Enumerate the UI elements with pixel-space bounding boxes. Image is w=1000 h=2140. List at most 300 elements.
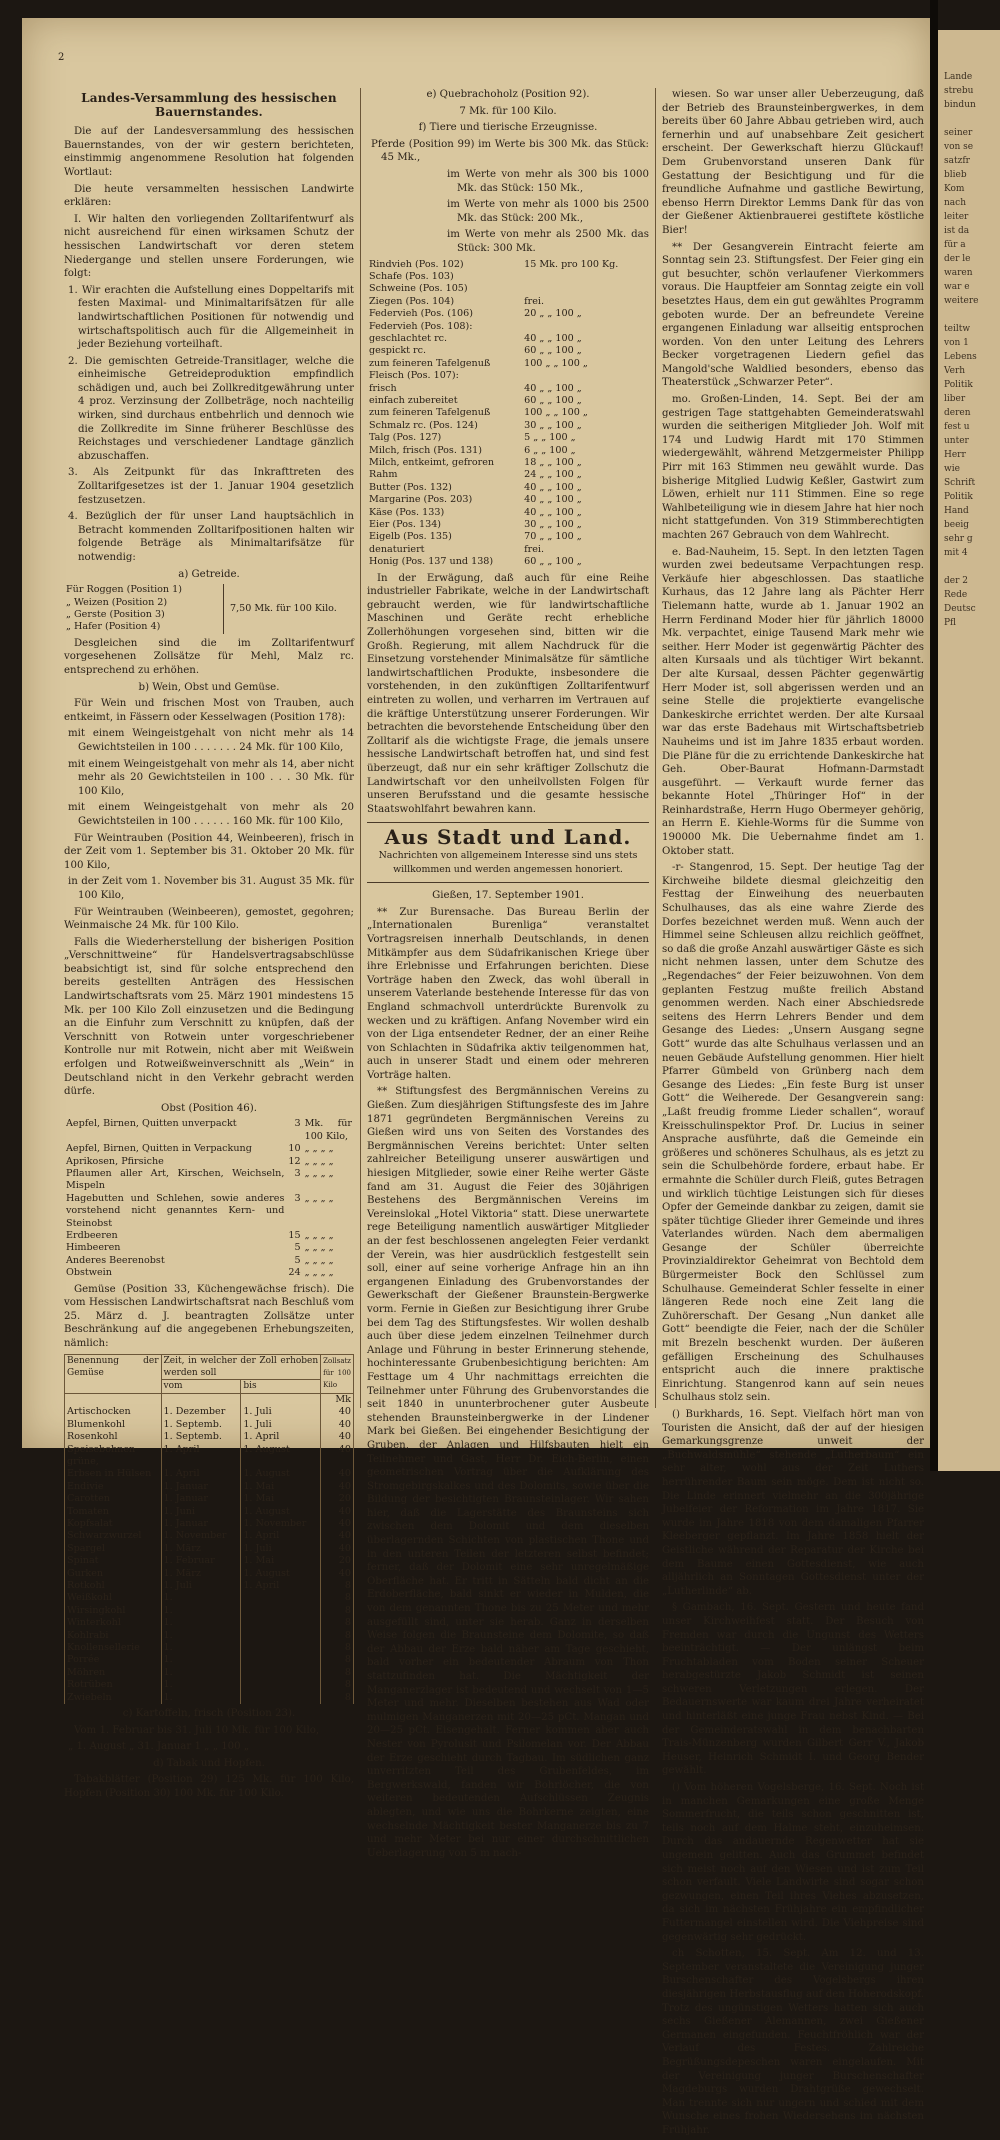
paragraph: Die heute versammelten hessischen Landwirte erklären: [64, 183, 354, 209]
animal-rate: 40 „ „ 100 „ [524, 382, 582, 394]
veg-from: 1. März [161, 1543, 241, 1555]
table-row [367, 469, 649, 481]
table-row [65, 1419, 354, 1431]
veg-to: 1. August [241, 1468, 321, 1480]
veg-rate: 20 [321, 1555, 354, 1567]
table-row [65, 1493, 354, 1505]
animal-rate: 30 „ „ 100 „ [524, 519, 582, 531]
table-row [65, 1592, 354, 1604]
vegetable-table [64, 1354, 354, 1704]
table-row [65, 1617, 354, 1629]
table-row [367, 296, 649, 308]
veg-to: 1. August [241, 1506, 321, 1518]
animal-item: Federvieh (Pos. 108): [369, 320, 473, 332]
table-row [65, 1568, 354, 1580]
veg-to: 1. Mai [241, 1481, 321, 1493]
paragraph: ** Der Gesangverein Eintracht feierte am Sonntag sein 23. Stiftungsfest. Der Feier ging ein gut besuchter, schön verlaufener Vierkommers voraus. Die Hauptfeier am Sonntag zeigte ein voll besetztes Haus, dem ein gut gewähltes Programm geboten wurde. Der an befreundete Vereine ergangenen Einladung war allseitig entsprochen worden. Von den unter Leitung des Lehrers Becker vorgetragenen Liedern gefiel das Mangold'sche Waldlied besonders, ebenso das Theaterstück „Schwarzer Peter“. [662, 241, 924, 389]
veg-rate: 40 [321, 1444, 354, 1469]
veg-to: 1. August [241, 1568, 321, 1580]
newspaper-page [22, 18, 930, 2136]
list-item: 2. Die gemischten Getreide-Transitlager, welche die einheimische Getreideproduktion empfindlich schädigen und, auch bei Zollkreditgewährung unter 4 proz. Verzinsung der Zollbeträge, noch nachteilig wirken, sind durchaus entbehrlich und dennoch wie die Zollkredite im Sinne früherer Beschlüsse des Reichstages und verschiedener Landtage gänzlich abzuschaffen. [68, 355, 354, 462]
section-divider [367, 882, 649, 883]
animal-rate: 18 „ „ 100 „ [524, 457, 582, 469]
animal-item: Milch, entkeimt, gefroren [369, 457, 495, 469]
table-row [367, 445, 649, 457]
fruit-unit: „ „ „ „ [304, 1192, 334, 1204]
veg-header-rate: Zollsatz für 100 Kilo [321, 1354, 354, 1393]
veg-to: 1. Mai [241, 1493, 321, 1505]
list-item: „ 1. August „ 31. Januar 1 „ „ 100 „ [68, 1741, 250, 1753]
animal-item: geschlachtet rc. [369, 332, 448, 344]
subheading: f) Tiere und tierische Erzeugnisse. [418, 122, 598, 134]
veg-name: Rotkohl [65, 1580, 162, 1592]
animal-rate: 40 „ „ 100 „ [524, 481, 582, 493]
table-row [65, 1642, 354, 1654]
subheading: c) Kartoffeln, frisch (Position 23). [122, 1708, 296, 1720]
veg-rate: 40 [321, 1406, 354, 1418]
animal-rate: 40 „ „ 100 „ [524, 332, 582, 344]
fruit-name: Hagebutten und Schlehen, sowie anderes vorstehend nicht genanntes Kern- und Steinobst [66, 1192, 285, 1229]
paragraph: Für Wein und frischen Most von Trauben, auch entkeimt, in Fässern oder Kesselwagen (Position 178): [64, 698, 354, 723]
table-row [64, 1168, 354, 1193]
paragraph: mo. Großen-Linden, 14. Sept. Bei der am gestrigen Tage stattgehabten Gemeinderatswahl wurden die seitherigen Mitglieder Joh. Wolf mit 174 und Ludwig Hardt mit 170 Stimmen wiedergewählt, während Metzgermeister Philipp Pirr mit 163 Stimmen neu gewählt wurde. Das bisherige Mitglied Ludwig Keßler, Gastwirt zum Löwen, erhielt nur 111 Stimmen. Eine so rege Wahlbeteiligung wie in diesem Jahre hat hier noch nicht stattgefunden. Von 319 Stimmberechtigten machten 267 Gebrauch von dem Wahlrecht. [662, 394, 924, 541]
veg-rate: 40 [321, 1468, 354, 1480]
table-row [65, 1406, 354, 1418]
veg-from: 1. April [161, 1468, 241, 1480]
veg-from: 1. Dezember [161, 1406, 241, 1418]
animal-rate: 100 „ „ 100 „ [524, 407, 588, 419]
table-row [367, 556, 649, 568]
animal-rate: 6 „ „ 100 „ [524, 444, 576, 456]
table-row [367, 395, 649, 407]
table-row [367, 345, 649, 357]
animal-item: Rahm [369, 469, 398, 481]
veg-from: 1. [161, 1654, 241, 1666]
dateline: Gießen, 17. September 1901. [432, 890, 584, 902]
paragraph: Die auf der Landesversammlung des hessischen Bauernstandes, von der wir gestern berichteten, einstimmig angenommene Resolution hat folgenden Wortlaut: [64, 126, 354, 178]
paragraph: § Gambach, 16. Sept. Gestern und heute fand unser Kirchweihfest statt. Der Besuch von Fremden war durch die Ungunst des Wetters beeinträchtigt. — Der unlängst beim Fruchtabladen vom Boden seiner Scheuer herabgestürzte Jakob Schmidt ist seinen schweren Verletzungen erlegen. Der Bedauernswerte war kaum drei Jahre verheiratet und hinterläßt eine junge Frau nebst Kind. — Bei der Gemeinderatswahl in dem benachbarten Trais-Münzenberg wurden Gilbert Gerr V., Jakob Heuser, Heinrich Schmidt I. und Georg Bender gewählt. [662, 1602, 924, 1777]
veg-rate: 40 [321, 1518, 354, 1530]
animal-item: Talg (Pos. 127) [369, 432, 442, 444]
veg-from: 1. Februar [161, 1555, 241, 1567]
table-row [367, 370, 649, 382]
veg-from: 1. [161, 1642, 241, 1654]
animal-rate: 60 „ „ 100 „ [524, 395, 582, 406]
veg-from: 1. Januar [161, 1518, 241, 1530]
veg-name: Spargel [65, 1543, 162, 1555]
section-divider [367, 822, 649, 823]
veg-header-period: Zeit, in welcher der Zoll erhoben werden soll [161, 1354, 321, 1380]
veg-rate: 40 [321, 1481, 354, 1493]
paragraph: wiesen. So war unser aller Ueberzeugung, daß der Betrieb des Braunsteinbergwerkes, in dem bereits über 60 Jahre Abbau getrieben wird, auch fernerhin und auf unabsehbare Zeit gesichert erscheint. Der Gewerkschaft hierzu Glückauf! Dem Grubenvorstand unseren Dank für Gestattung der Besichtigung und für die freundliche Aufnahme und gastliche Bewirtung, ebenso Herrn Direktor Lemms Dank für das von der Gießener Aktienbrauerei gestiftete köstliche Bier! [662, 89, 924, 236]
table-row [65, 1506, 354, 1518]
paragraph: In der Erwägung, daß auch für eine Reihe industrieller Fabrikate, welche in der Landwirtschaft gebraucht werden, wie für landwirtschaftliche Maschinen und Geräte recht erhebliche Zollerhöhungen vorgesehen sind, bitten wir die Großh. Regierung, mit allem Nachdruck für die Einsetzung vorstehender Minimalsätze für sämtliche landwirtschaftlichen Produkte, insbesondere die vorstehenden, in den zukünftigen Zolltarifentwurf eintreten zu wollen, und verharren im Vertrauen auf die kräftige Unterstützung unserer Forderungen. Wir betrachten die bevorstehende Entscheidung über den Zolltarif als die wichtigste Frage, die jemals unsere hessische Landwirtschaft betroffen hat, und sind fest überzeugt, daß nur ein sehr kräftiger Zollschutz die Landwirtschaft vor den unheilvollsten Folgen für unseren Berufsstand und die gesamte hessische Staatswohlfahrt bewahren kann. [367, 572, 649, 815]
veg-rate: 8 [321, 1630, 354, 1642]
column-1 [64, 88, 354, 1804]
paragraph: Für Weintrauben (Position 44, Weinbeeren), frisch in der Zeit vom 1. September bis 31. Oktober 20 Mk. für 100 Kilo, [64, 832, 354, 871]
fruit-rate: 24 [288, 1267, 301, 1279]
veg-from: 1. Januar [161, 1481, 241, 1493]
table-row [65, 1530, 354, 1542]
animal-rate [522, 370, 649, 382]
fruit-name: Aepfel, Birnen, Quitten unverpackt [66, 1118, 237, 1130]
veg-rate: 8 [321, 1617, 354, 1629]
veg-rate: 40 [321, 1568, 354, 1580]
fruit-name: Aepfel, Birnen, Quitten in Verpackung [66, 1143, 252, 1155]
veg-from: 1. [161, 1667, 241, 1679]
animal-item: Rindvieh (Pos. 102) [369, 258, 464, 270]
veg-name: Weißkohl [65, 1592, 162, 1604]
veg-unit: Mk [321, 1393, 354, 1406]
table-row [64, 1230, 354, 1242]
paragraph: e. Bad-Nauheim, 15. Sept. In den letzten Tagen wurden zwei bedeutsame Verpachtungen resp. Verkäufe hier abgeschlossen. Das staatliche Kurhaus, das 12 Jahre lang als Pächter Herr Tielemann hatte, wurde ab 1. Januar 1902 an Herrn Ferdinand Moder hier für jährlich 18000 Mk. verpachtet, einige Tausend Mark mehr wie seither. Herr Moder ist gegenwärtig Pächter des alten Kursaals und als tüchtiger Wirt bekannt. Der alte Kursaal, dessen Pächter gegenwärtig Herr Moder ist, soll abgerissen werden und an seine Stelle die projektierte evangelische Dankeskirche errichtet werden. Der alte Kursaal war das erste Badehaus mit Wirtschaftsbetrieb Nauheims und ist im Jahre 1835 erbaut worden. Die Pläne für die zu errichtende Dankeskirche hat Geh. Ober-Baurat Hofmann-Darmstadt ausgeführt. — Verkauft wurde ferner das bekannte Hotel „Thüringer Hof“ in der Reinhardstraße, Herrn Hugo Obermeyer gehörig, an Herrn E. Kiehle-Worms für die Summe von 190000 Mk. Die Uebernahme findet am 1. Oktober statt. [662, 546, 924, 857]
animal-rate: frei. [524, 295, 545, 307]
fruit-name: Pflaumen aller Art, Kirschen, Weichseln, Mispeln [66, 1168, 285, 1192]
fruit-unit: „ „ „ „ [304, 1143, 334, 1155]
table-row [65, 1431, 354, 1443]
adjacent-page-edge [938, 30, 1000, 1471]
fruit-rate: 3 [294, 1118, 301, 1130]
paragraph: Für Weintrauben (Weinbeeren), gemostet, gegohren; Weinmaische 24 Mk. für 100 Kilo. [64, 906, 354, 932]
table-row [367, 482, 649, 494]
fruit-rate: 3 [294, 1168, 301, 1180]
veg-name: Kohlrabi [65, 1630, 162, 1642]
fruit-unit: „ „ „ „ [304, 1267, 334, 1279]
veg-name: Wirsingkohl [65, 1605, 162, 1617]
veg-from: 1. [161, 1679, 241, 1691]
fruit-rate: 5 [294, 1242, 301, 1254]
fruit-unit: „ „ „ „ [304, 1155, 334, 1167]
page-number: 2 [58, 52, 65, 63]
fruit-rate: 10 [288, 1143, 301, 1155]
veg-rate: 8 [321, 1642, 354, 1654]
subheading: e) Quebrachoholz (Position 92). [426, 89, 590, 100]
table-row [367, 308, 649, 320]
paragraph: () Burkhards, 16. Sept. Vielfach hört man von Touristen die Ansicht, daß der auf der hiesigen Gemarkungsgrenze unweit der „Buchwaldsmühle“ stehende „Lutherbaum“ ein sehr alter, wohl aus der Zeit Luthers herrührender Baum sein möge. Dem ist nicht so. Die Linde erinnert vielmehr an die 300jährige Jubelfeier der Reformation im Jahre 1817. Sie wurde im Jahre 1818 von dem damaligen Pfarrer Kleeberger gepflanzt. Im Jahre 1858 hielt der Geistliche während der Reparatur der Kirche bei dem Baume einen Gottesdienst, wie auch alljährlich an Sonntagen Gottesdienst unter der „Lutherlinde“ ab. [662, 1409, 924, 1597]
table-row [64, 1255, 354, 1267]
table-row [367, 531, 649, 543]
veg-to [241, 1617, 321, 1629]
fruit-rate: 3 [294, 1192, 301, 1204]
table-row [65, 1555, 354, 1567]
section-title: Aus Stadt und Land. [384, 825, 632, 850]
veg-name: Artischocken [65, 1406, 162, 1418]
table-row [367, 271, 649, 283]
paragraph: Gemüse (Position 33, Küchengewächse frisch). Die vom Hessischen Landwirtschaftsrat nach Beschluß vom 25. März d. J. beantragten Zollsätze unter Beschränkung auf die angegebenen Erhebungszeiten, nämlich: [64, 1283, 354, 1350]
animal-item: einfach zubereitet [369, 395, 458, 406]
veg-to: 1. August [241, 1444, 321, 1469]
subheading: a) Getreide. [178, 568, 240, 580]
column-3 [662, 88, 924, 2140]
veg-from: 1. November [161, 1530, 241, 1542]
veg-rate: 8 [321, 1667, 354, 1679]
veg-rate: 40 [321, 1419, 354, 1431]
veg-header-name: Benennung der Gemüse [65, 1354, 162, 1393]
veg-from: 1. Januar [161, 1493, 241, 1505]
animal-rate: 24 „ „ 100 „ [524, 469, 582, 481]
veg-name: Rosenkohl [65, 1431, 162, 1443]
veg-rate: 40 [321, 1543, 354, 1555]
animal-item: Schafe (Pos. 103) [369, 270, 454, 282]
veg-from: 1. [161, 1617, 241, 1629]
table-row [65, 1630, 354, 1642]
animal-item: denaturiert [369, 543, 425, 555]
veg-from: 1. April [161, 1444, 241, 1469]
veg-name: Winterkohl [65, 1617, 162, 1629]
animal-rate: 40 „ „ 100 „ [524, 506, 582, 518]
animal-item: Fleisch (Pos. 107): [369, 370, 459, 382]
veg-name: Möhren [65, 1667, 162, 1679]
veg-name: Porrée [65, 1654, 162, 1666]
fruit-rate: 15 [288, 1230, 301, 1242]
column-rule [360, 88, 361, 1408]
binding-gutter [930, 0, 938, 1471]
list-item: im Werte von mehr als 1000 bis 2500 Mk. das Stück: 200 Mk., [447, 199, 649, 224]
veg-name: Rotrüben [65, 1679, 162, 1691]
veg-to: 1. Juli [241, 1543, 321, 1555]
list-item: 4. Bezüglich der für unser Land hauptsächlich in Betracht kommenden Zolltarifpositionen halten wir folgende Beträge als Minimaltarifsätze für notwendig: [68, 511, 354, 563]
veg-rate: 20 [321, 1493, 354, 1505]
table-row [367, 407, 649, 419]
table-row [367, 494, 649, 506]
fruit-rate: 5 [294, 1254, 301, 1266]
fruit-rate: 12 [288, 1155, 301, 1167]
veg-to: 1. Mai [241, 1555, 321, 1567]
animal-rate: 15 Mk. pro 100 Kg. [524, 258, 619, 270]
list-item: mit einem Weingeistgehalt von mehr als 20 Gewichtsteilen in 100 . . . . . . 160 Mk. für 100 Kilo, [68, 802, 354, 827]
table-row [65, 1679, 354, 1691]
veg-to: 1. Juli [241, 1406, 321, 1418]
paragraph: () Vom höheren Vogelsberge, 16. Sept. Noch ist in manchen Gemarkungen eine große Menge Sommerfrucht, die teils schon geschnitten ist, teils noch auf dem Halme steht, einzuheimsen. Durch das andauernde Regenwetter hat sie ungemein gelitten. Auch das Grummet befindet sich meist noch auf den Wiesen und ist zum Teil schon verfault. Viele Landwirte sind sogar schon gezwungen, einen Teil ihres Viehes abzusetzen, da sich im nächsten Frühjahre ein empfindlicher Futtermangel einstellen wird. Die Viehpreise sind gegenwärtig sehr gedrückt. [662, 1782, 924, 1943]
animal-item: Käse (Pos. 133) [369, 506, 445, 518]
animal-item: gespickt rc. [369, 345, 427, 357]
veg-rate: 40 [321, 1431, 354, 1443]
animal-item: Ziegen (Pos. 104) [369, 295, 455, 307]
table-row [64, 1156, 354, 1168]
list-item: mit einem Weingeistgehalt von mehr als 14, aber nicht mehr als 20 Gewichtsteilen in 100 . . . 30 Mk. für 100 Kilo, [68, 758, 354, 797]
table-row [367, 457, 649, 469]
animal-item: Eier (Pos. 134) [369, 519, 442, 531]
fruit-unit: „ „ „ „ [304, 1242, 334, 1254]
veg-name: Tomaten [65, 1506, 162, 1518]
veg-name: Gurken [65, 1568, 162, 1580]
veg-to [241, 1630, 321, 1642]
veg-to: 1. April [241, 1580, 321, 1592]
veg-rate: 8 [321, 1605, 354, 1617]
veg-name: Schwarzwurzel [65, 1530, 162, 1542]
animal-table [367, 259, 649, 569]
animal-rate: 20 „ „ 100 „ [524, 308, 582, 320]
fruit-name: Himbeeren [66, 1242, 121, 1254]
veg-to [241, 1667, 321, 1679]
animal-rate: 100 „ „ 100 „ [524, 357, 588, 369]
list-item: mit einem Weingeistgehalt von nicht mehr als 14 Gewichtsteilen in 100 . . . . . . . 24 Mk. für 100 Kilo, [68, 728, 354, 753]
veg-to [241, 1605, 321, 1617]
animal-item: Butter (Pos. 132) [369, 481, 452, 493]
grain-item: „ Weizen (Position 2) [66, 596, 168, 608]
veg-rate: 8 [321, 1679, 354, 1691]
table-row [65, 1654, 354, 1666]
veg-rate: 40 [321, 1530, 354, 1542]
animal-item: frisch [369, 382, 397, 394]
veg-to: 1. Juli [241, 1419, 321, 1431]
fruit-unit: „ „ „ „ [304, 1230, 334, 1242]
table-row [367, 420, 649, 432]
table-row [367, 321, 649, 333]
veg-from: 1. [161, 1592, 241, 1604]
section-note: Nachrichten von allgemeinem Interesse sind uns stets willkommen und werden angemessen honoriert. [378, 849, 638, 875]
list-item: im Werte von mehr als 2500 Mk. das Stück: 300 Mk. [447, 229, 649, 254]
veg-name: Endivie [65, 1481, 162, 1493]
veg-name: Spinat [65, 1555, 162, 1567]
paragraph: Falls die Wiederherstellung der bisherigen Position „Verschnittweine“ für Handelsvertragsabschlüsse beabsichtigt ist, sind für solche entsprechend den bereits gestellten Anträgen des Hessischen Landwirtschaftsrats vom 25. März 1901 mindestens 15 Mk. per 100 Kilo Zoll einzusetzen und die Bedingung an die Einfuhr zum Verschnitt zu knüpfen, daß der Verschnitt von Rotwein unter vorgeschriebener Kontrolle nur mit Rotwein, nicht aber mit Weißwein erfolgen und Rotweißweinverschnitt als „Wein“ in Deutschland nicht in den Verkehr gebracht werden dürfe. [64, 936, 354, 1098]
veg-rate: 8 [321, 1654, 354, 1666]
veg-to: 1. April [241, 1431, 321, 1443]
veg-from: 1. Juni [161, 1506, 241, 1518]
veg-rate: 8 [321, 1580, 354, 1592]
fruit-name: Aprikosen, Pfirsiche [66, 1155, 164, 1167]
animal-item: Schmalz rc. (Pos. 124) [369, 419, 478, 431]
veg-name: Blumenkohl [65, 1419, 162, 1431]
animal-rate: 70 „ „ 100 „ [524, 531, 582, 543]
table-row [64, 1242, 354, 1254]
veg-name: Zwiebeln [65, 1692, 162, 1704]
veg-name: Knollensellerie [65, 1642, 162, 1654]
animal-item: Margarine (Pos. 203) [369, 494, 473, 506]
veg-from: 1. [161, 1692, 241, 1704]
animal-item: Milch, frisch (Pos. 131) [369, 444, 483, 456]
adjacent-page-text: Lande strebu bindun seiner von se satzfr blieb Kom nach leiter ist da für a der le waren war e weitere teiltw von 1 Lebens Verh Politik liber deren fest u unter Herr wie Schrift Politik Hand beeig sehr g mit 4 der 2 Rede Deutsc Pfl [944, 72, 979, 628]
veg-to [241, 1692, 321, 1704]
paragraph: I. Wir halten den vorliegenden Zolltarifentwurf als nicht ausreichend für einen wirksamen Schutz der hessischen Landwirtschaft vor deren stetem Niedergange und stellen unsere Forderungen, wie folgt: [64, 213, 354, 280]
table-row [64, 1118, 354, 1143]
paragraph: ** Zur Burensache. Das Bureau Berlin der „Internationalen Burenliga“ veranstaltet Vortragsreisen innerhalb Deutschlands, in denen Mitkämpfer aus dem Südafrikanischen Kriege über ihre Erlebnisse und Erfahrungen berichten. Diese Vorträge haben den Zweck, das wohl überall in unserem Vaterlande bestehende Interesse für das von England schmachvoll unterdrückte Burenvolk zu wecken und zu kräftigen. Anfang November wird ein von der Liga entsendeter Redner, der an einer Reihe von Schlachten in Südafrika aktiv teilgenommen hat, auch in unserer Stadt und einem oder mehreren Vorträge halten. [367, 906, 649, 1081]
animal-item: zum feineren Tafelgenuß [369, 357, 491, 369]
paragraph: Tabakblätter (Position 29) 125 Mk. für 100 Kilo, Hopfen (Position 30) 100 Mk. für 100 Kilo. [64, 1774, 354, 1799]
paragraph: Vom 1. Februar bis 31. Juli 10 Mk. für 100 Kilo, [74, 1724, 320, 1736]
veg-to: 1. November [241, 1518, 321, 1530]
table-row [367, 259, 649, 271]
table-row [64, 1267, 354, 1279]
paragraph: -r- Stangenrod, 15. Sept. Der heutige Tag der Kirchweihe bildete diesmal gleichzeitig den Festtag der Einweihung des neuerbauten Schulhauses, das als eine wahre Zierde des Dorfes bezeichnet werden muß. Wenn auch der Himmel seine Schleusen allzu reichlich geöffnet, so daß die große Anzahl auswärtiger Gäste es sich nicht nehmen lassen, unter dem Schutze des „Regendaches“ der Feier beizuwohnen. Von dem geplanten Festzug mußte freilich Abstand genommen werden. Nach einer Abschiedsrede seitens des Herrn Lehrers Bender und dem Gesange des Liedes: „Unsern Ausgang segne Gott“ wurde das alte Schulhaus verlassen und an neuen Gebäude Aufstellung genommen. Hier hielt Pfarrer Gümbeld von Grünberg nach dem Gesange des Liedes: „Ein feste Burg ist unser Gott“ die Weiherede. Der Gesangverein sang: „Laßt freudig fromme Lieder schallen“, worauf Kreisschulinspektor Prof. Dr. Lucius in seiner Ansprache ausführte, daß die Gemeinde ein größeres und schöneres Schulhaus, als es jetzt zu sein die Schulbehörde fordere, erbaut habe. Er ermahnte die Schüler durch Fleiß, gutes Betragen und wirklich tüchtige Leistungen sich für dieses Opfer der Gemeinde dankbar zu zeigen, damit sie später tüchtige Glieder ihrer Gemeinde und ihres Vaterlandes würden. Nach dem abermaligen Gesange der Schüler überreichte Provinzialdirektor Geheimrat von Bechtold dem Bürgermeister Bock den Schlüssel zum Schulhause. Gemeinderat Schler fesselte in einer längeren Rede noch eine Zeit lang die Zuhörerschaft. Der Gesang „Nun danket alle Gott“ beendigte die Feier, nach der die Schüler mit Brezeln beschenkt wurden. Der äußeren gefälligen Erscheinung des Schulhauses entspricht auch die innere praktische Einrichtung. Stangenrod kann auf sein neues Schulhaus stolz sein. [662, 862, 924, 1404]
veg-to [241, 1679, 321, 1691]
animal-rate: 30 „ „ 100 „ [524, 419, 582, 431]
veg-rate: 40 [321, 1506, 354, 1518]
fruit-unit: „ „ „ „ [304, 1254, 334, 1266]
rate-line: 7 Mk. für 100 Kilo. [459, 105, 557, 117]
veg-header-to: bis [241, 1380, 321, 1393]
veg-from: 1. März [161, 1568, 241, 1580]
table-row [65, 1692, 354, 1704]
table-row [367, 358, 649, 370]
animal-item: Schweine (Pos. 105) [369, 283, 468, 295]
fruit-unit: Mk. für 100 Kilo, [304, 1118, 352, 1142]
table-row [65, 1444, 354, 1469]
grain-item: Für Roggen (Position 1) [66, 584, 183, 596]
list-item: 3. Als Zeitpunkt für das Inkrafttreten des Zolltarifgesetzes ist der 1. Januar 1904 gesetzlich festzusetzen. [68, 467, 354, 506]
grain-rate: 7,50 Mk. für 100 Kilo. [224, 584, 355, 634]
veg-rate: 8 [321, 1592, 354, 1604]
subheading: Obst (Position 46). [161, 1102, 257, 1114]
grain-item: „ Gerste (Position 3) [66, 609, 165, 620]
paragraph: ch Schotten, 15. Sept. Am 12. und 13. September veranstaltete die Vereinigung junger Burschenschafter des Vogelsbergs ihren diesjährigen Herbstausflug auf den Hoherodskopf. Trotz des ungünstigen Wetters hatten sich auch sechs Gießener Alemannen, zwei Gießener Germanen eingefunden. Feuchtfröhlich war der Verlauf des Festes. Zahlreiche Begrüßungsdepeschen waren eingelaufen. Mit der Vereinigung junger Burschenschafter Magdeburgs wurden Drahtgrüße gewechselt. Man trennte sich nur ungern und schied mit dem Wunsche eines frohen Wiedersehens im nächsten Frühjahr. [662, 1948, 924, 2136]
animal-rate [522, 283, 649, 295]
table-row [367, 519, 649, 531]
animal-rate: 60 „ „ 100 „ [524, 345, 582, 357]
veg-from: 1. Juli [161, 1580, 241, 1592]
table-row [64, 1143, 354, 1155]
veg-to: 1. April [241, 1530, 321, 1542]
table-row [65, 1518, 354, 1530]
veg-name: Kopfsalat [65, 1518, 162, 1530]
table-row [65, 1468, 354, 1480]
veg-to [241, 1592, 321, 1604]
animal-item: Federvieh (Pos. (106) [369, 308, 474, 320]
animal-rate: frei. [524, 543, 545, 555]
paragraph: ** Stiftungsfest des Bergmännischen Vereins zu Gießen. Zum diesjährigen Stiftungsfeste des im Jahre 1871 gegründeten Bergmännischen Vereins zu Gießen wird uns von Seiten des Vorstandes des Bergmännischen Vereins berichtet: Unter selten zahlreicher Beteiligung unserer auswärtigen und hiesigen Mitglieder, sowie einer Reihe werter Gäste fand am 31. August die Feier des 30jährigen Bestehens des Bergmännischen Vereins im Vereinslokal „Hotel Viktoria“ statt. Diese unerwartete rege Beteiligung namentlich auswärtiger Mitglieder an der fest beschlossenen angelegten Feier verdankt der Verein, was hier ausdrücklich festgestellt sein soll, einer auf seine vorherige Anfrage hin an ihn ergangenen Einladung des Grubenvorstandes der Gewerkschaft der Gießener Braunstein-Bergwerke vorm. Fernie in Gießen zur Besichtigung ihrer Grube bei dem Tag des Stiftungsfestes. Wir wollen deshalb auch über diese jedem einzelnen Teilnehmer durch Anlage und Führung in bester Erinnerung stehende, hochinteressante Grubenbesichtigung berichten: Am Festtage um 4 Uhr nachmittags erreichten die Teilnehmer unter Führung des Grubenvorstandes die seit 1840 in ununterbrochener guter Ausbeute stehenden Braunsteinbergwerke in der Lindener Mark bei Gießen. Bei eingehender Besichtigung der Gruben, der Anlagen und Hilfsbauten hielt ein Teilnehmer und Gast, Herr Dr. Eich-Berlin, einen geometrischen Vortrag über die Aufklärung des Stromgebirgskalkes und des Dolomits, sowie über die Bildung der besichtigten Braunsteinlager. Wir sahen hier, daß die Lagerstätte des Braunsteins sich zwischen dem Dolomit und dem dieselben überlagernden Schichten von plastischen Thone und in den unteren Teilen der letzteren selbst befindet; ferner, daß der Dolomit eine sehr unregelmäßige Oberfläche hat. Er tritt in Sätteln bald dicht an die Erdoberfläche, bald sinkt er wieder in Mulden, die von dem genannten Thone bis zu 25 Meter und mehr ausgefüllt sind, unter sie herab. Ganz in derselben Weise folgen die Braunsteine dem Dolomite, so daß der Abbau der Erze bald näher am Tage geschieht, bald vorher ein bedeutender Abraum von Thon stattzufinden hat. Die Mächtigkeit der Manganerzlager ist bedeutend und wechselt von 1—5 Meter und mehr. Dieselben bestehen aus Wad oder mulmigen Manganerzen mit 20—25 pCt. Mangan und 20—25 pCt. Eisengehalt. Ferner kommen aber auch Nester von Pyrolusit und Psilomelan vor. Der Abbau der Erze geschieht durch Tagbau. Im südlichen ganz unverritzten Teil des Grubenfeldes, im Bergwerkswald, fanden wir Bohrlöcher, die von weiteren bedeutenden Aufschlüssen Zeugnis ablegten, und wie uns die Bohrkerne zeigten, eine wechselnde Mächtigkeit bester Manganerze bis zu 7 und mehr Meter bei nur einer durchschnittlichen Ueberlagerung von 5 m nach- [367, 1086, 649, 1859]
fruit-name: Anderes Beerenobst [66, 1254, 165, 1266]
article-heading: Landes-Versammlung des hessischen Bauernstandes. [81, 91, 337, 119]
animal-rate [522, 271, 649, 283]
table-row [65, 1667, 354, 1679]
fruit-name: Erdbeeren [66, 1230, 118, 1242]
veg-from: 1. Septemb. [161, 1419, 241, 1431]
table-row [65, 1605, 354, 1617]
veg-to [241, 1642, 321, 1654]
table-row [64, 1193, 354, 1230]
table-row [65, 1580, 354, 1592]
animal-rate: 60 „ „ 100 „ [524, 556, 582, 568]
veg-to [241, 1654, 321, 1666]
table-row [367, 333, 649, 345]
table-row [367, 432, 649, 444]
column-2 [367, 88, 649, 1863]
animal-item: Honig (Pos. 137 und 138) [369, 556, 494, 568]
fruit-name: Obstwein [66, 1267, 112, 1279]
table-row [367, 283, 649, 295]
list-item: Pferde (Position 99) im Werte bis 300 Mk. das Stück: 45 Mk., [371, 138, 649, 164]
veg-from: 1. [161, 1605, 241, 1617]
paragraph: Desgleichen sind die im Zolltarifentwurf vorgesehenen Zollsätze für Mehl, Malz rc. entsprechend zu erhöhen. [64, 637, 354, 676]
subheading: b) Wein, Obst und Gemüse. [138, 681, 280, 693]
fruit-unit: „ „ „ „ [304, 1168, 334, 1180]
veg-from: 1. Septemb. [161, 1431, 241, 1443]
veg-header-from: vom [161, 1380, 241, 1393]
table-row [367, 383, 649, 395]
table-row [65, 1543, 354, 1555]
list-item: in der Zeit vom 1. November bis 31. August 35 Mk. für 100 Kilo, [68, 876, 354, 901]
subheading: d) Tabak und Hopfen. [153, 1757, 265, 1769]
veg-name: Speisebohnen grüne, [65, 1444, 162, 1469]
animal-rate: 40 „ „ 100 „ [524, 494, 582, 506]
table-row [65, 1481, 354, 1493]
veg-rate: 8 [321, 1692, 354, 1704]
veg-from: 1. [161, 1630, 241, 1642]
table-row [367, 544, 649, 556]
grain-table [64, 584, 354, 634]
animal-rate: 5 „ „ 100 „ [524, 432, 576, 444]
veg-name: Erbsen in Hülsen [65, 1468, 162, 1480]
grain-item: „ Hafer (Position 4) [66, 621, 161, 633]
veg-name: Carotten [65, 1493, 162, 1505]
list-item: im Werte von mehr als 300 bis 1000 Mk. das Stück: 150 Mk., [447, 168, 649, 194]
list-item: 1. Wir erachten die Aufstellung eines Doppeltarifs mit festen Maximal- und Minimaltarifsätzen für alle landwirtschaftlichen Positionen für notwendig und wirtschaftspolitisch auch für die Allgemeinheit in jeder Beziehung vorteilhaft. [68, 284, 354, 351]
table-row [367, 507, 649, 519]
animal-item: Eigelb (Pos. 135) [369, 531, 452, 543]
fruit-table [64, 1118, 354, 1279]
animal-item: zum feineren Tafelgenuß [369, 407, 491, 419]
animal-rate [522, 321, 649, 333]
